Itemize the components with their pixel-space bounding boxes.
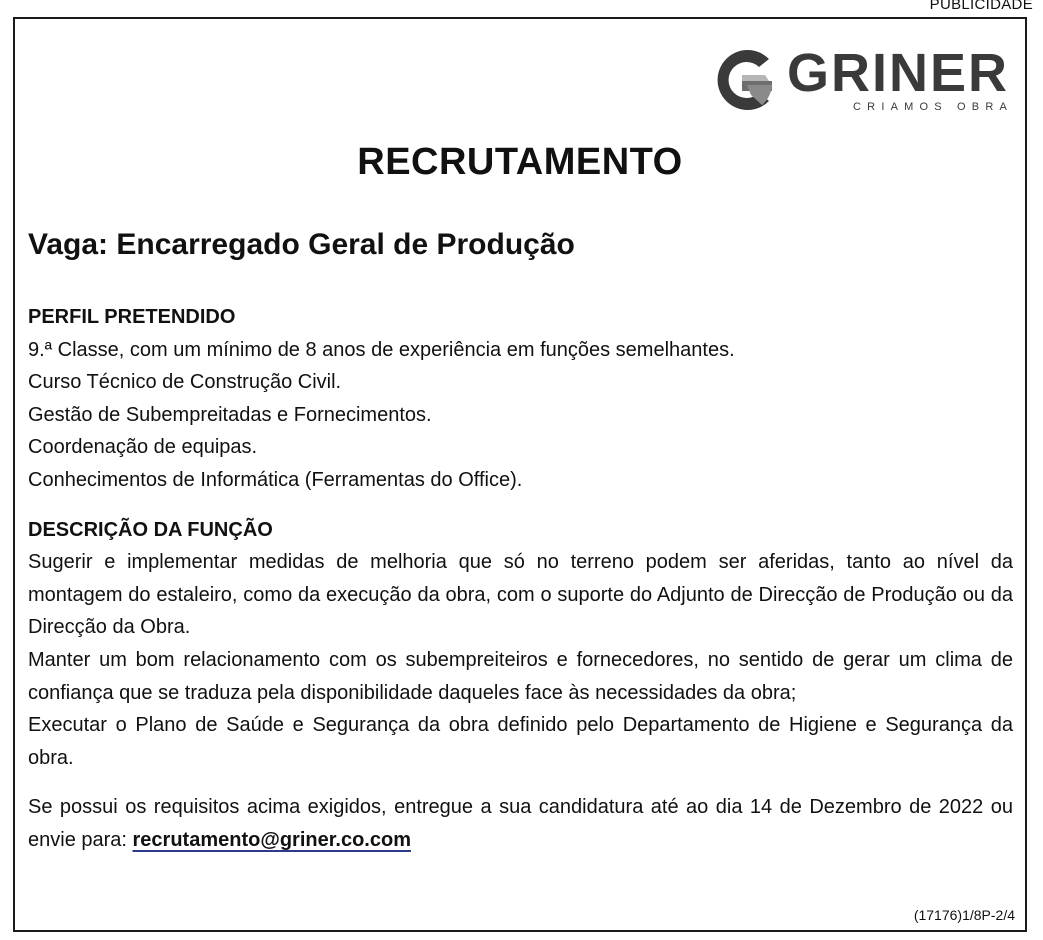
logo-name: GRINER bbox=[786, 43, 1009, 103]
descricao-heading: DESCRIÇÃO DA FUNÇÃO bbox=[28, 518, 273, 541]
perfil-item: Coordenação de equipas. bbox=[28, 436, 258, 459]
perfil-item: Conhecimentos de Informática (Ferramentas do Office). bbox=[28, 468, 523, 491]
logo-tagline: CRIAMOS OBRA bbox=[853, 101, 1013, 113]
perfil-item: Curso Técnico de Construção Civil. bbox=[28, 371, 342, 394]
job-title: Vaga: Encarregado Geral de Produção bbox=[28, 228, 575, 261]
email-link[interactable]: recrutamento@griner.co.com bbox=[132, 828, 411, 851]
ad-reference: (17176)1/8P-2/4 bbox=[913, 907, 1015, 923]
descricao-paragraph: Sugerir e implementar medidas de melhoria que só no terreno podem ser aferidas, tanto ao nível da montagem do estaleiro, como da execução da obra, com o suporte do Adjunto de Direcção de Produção ou da Direcção da Obra. bbox=[28, 551, 1013, 639]
ad-title: RECRUTAMENTO bbox=[357, 141, 683, 183]
closing-text: Se possui os requisitos acima exigidos, entregue a sua candidatura até ao dia 14 de Dezembro de 2022 ou envie para: bbox=[28, 796, 1013, 851]
closing-paragraph bbox=[28, 791, 1013, 856]
griner-g-icon bbox=[707, 45, 777, 115]
descricao-paragraph: Manter um bom relacionamento com os subempreiteiros e fornecedores, no sentido de gerar um clima de confiança que se traduza pela disponibilidade daqueles face às necessidades da obra; bbox=[28, 648, 1013, 704]
perfil-item: Gestão de Subempreitadas e Fornecimentos. bbox=[28, 403, 432, 426]
perfil-heading: PERFIL PRETENDIDO bbox=[28, 306, 236, 328]
ad-content bbox=[28, 301, 1013, 857]
publicity-label: PUBLICIDADE bbox=[929, 0, 1033, 13]
griner-logo bbox=[707, 43, 1013, 115]
recruitment-ad bbox=[13, 17, 1027, 932]
perfil-item: 9.ª Classe, com um mínimo de 8 anos de experiência em funções semelhantes. bbox=[28, 338, 735, 361]
descricao-paragraph: Executar o Plano de Saúde e Segurança da obra definido pelo Departamento de Higiene e Segurança da obra. bbox=[28, 714, 1013, 769]
